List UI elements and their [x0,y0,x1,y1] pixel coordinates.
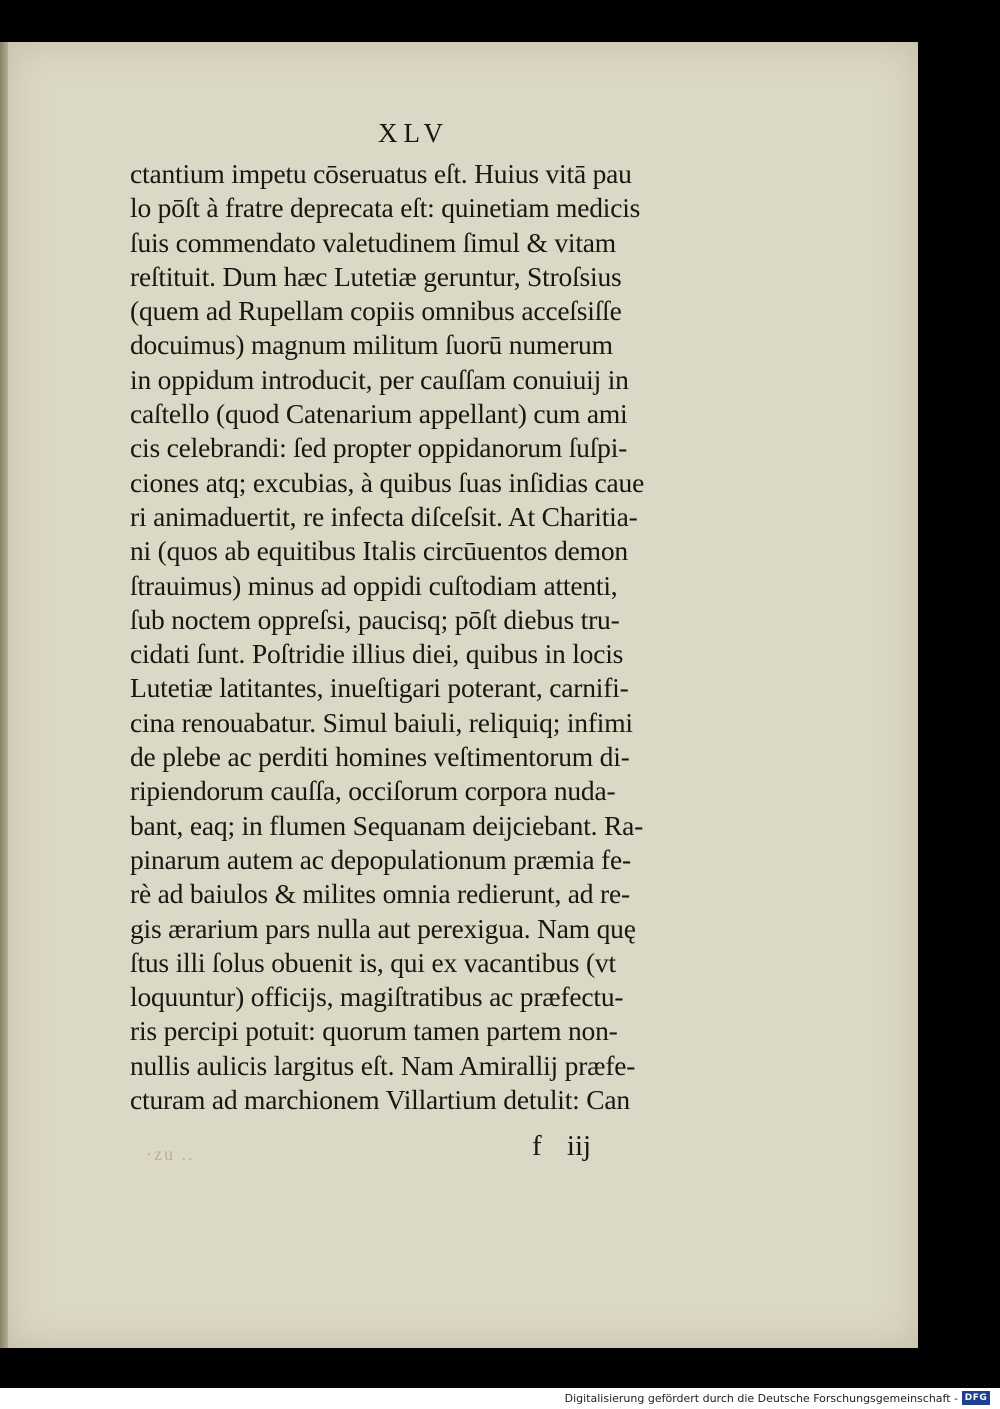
text-line: ni (quos ab equitibus Italis circūuentos demon [130,535,628,567]
text-line: loquuntur) officijs, magiſtratibus ac præfectu- [130,981,624,1013]
dfg-logo-icon[interactable]: DFG [962,1391,990,1405]
text-line: reſtituit. Dum hæc Lutetiæ geruntur, Stroſsius [130,260,622,292]
text-line: ris percipi potuit: quorum tamen partem non- [130,1015,618,1047]
text-line: ri animaduertit, re infecta diſceſsit. At Charitia- [130,500,638,532]
text-line: caſtello (quod Catenarium appellant) cum ami [130,398,628,430]
text-line: ſuis commendato valetudinem ſimul & vitam [130,226,616,258]
text-line: ctantium impetu cōseruatus eſt. Huius vitā pau [130,158,632,189]
faint-marks: ·zu .. [146,1144,195,1164]
text-line: rè ad baiulos & milites omnia redierunt, ad re- [130,878,630,910]
text-line: ripiendorum cauſſa, occiſorum corpora nuda- [130,775,616,807]
footer-credit: Digitalisierung gefördert durch die Deutsche Forschungsgemeinschaft - [564,1392,958,1405]
text-line: Lutetiæ latitantes, inueſtigari poterant, carnifi- [130,672,629,704]
signature-mark: f iij [532,1130,592,1162]
text-line: ciones atq; excubias, à quibus ſuas inſidias caue [130,466,645,498]
text-line: in oppidum introducit, per cauſſam conuiuij in [130,363,629,395]
page-header: XLV [378,118,450,148]
text-line: ſtrauimus) minus ad oppidi cuſtodiam attenti, [130,569,618,601]
text-line: cidati ſunt. Poſtridie illius diei, quibus in locis [130,638,624,670]
text-line: ſub noctem oppreſsi, paucisq; pōſt diebus tru- [130,603,620,635]
text-line: cis celebrandi: ſed propter oppidanorum ſuſpi- [130,432,628,464]
body-text [130,157,730,1117]
text-line: gis ærarium pars nulla aut perexigua. Nam quę [130,912,636,944]
text-line: (quem ad Rupellam copiis omnibus acceſsiſſe [130,295,622,327]
text-line: pinarum autem ac depopulationum præmia fe- [130,843,631,875]
text-line: lo pōſt à fratre deprecata eſt: quinetiam medicis [130,192,641,224]
text-line: ſtus illi ſolus obuenit is, qui ex vacantibus (vt [130,946,616,978]
text-line: de plebe ac perditi homines veſtimentorum di- [130,741,630,773]
text-line: cina renouabatur. Simul baiuli, reliquiq; infimi [130,706,633,738]
text-line: cturam ad marchionem Villartium detulit: Can [130,1084,630,1116]
text-line: bant, eaq; in flumen Sequanam deijciebant. Ra- [130,809,644,841]
text-line: docuimus) magnum militum ſuorū numerum [130,329,613,361]
text-line: nullis aulicis largitus eſt. Nam Amirallij præfe- [130,1049,636,1081]
